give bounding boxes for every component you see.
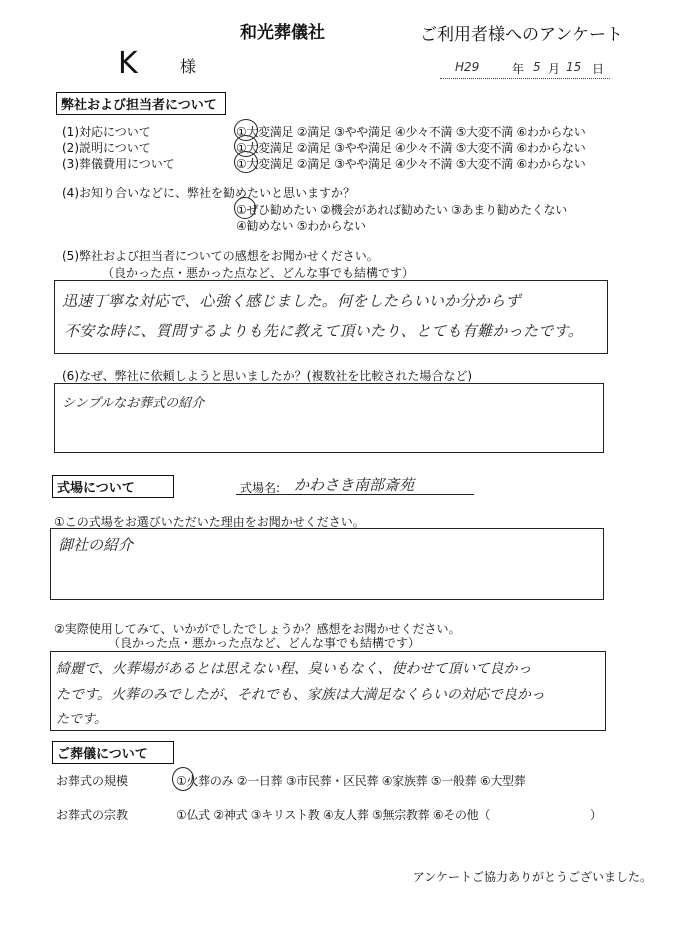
q1-options: ①大変満足 ②満足 ③やや満足 ④少々不満 ⑤大変不満 ⑥わからない xyxy=(236,125,586,139)
survey-title: ご利用者様へのアンケート xyxy=(420,25,623,45)
customer-initial: K xyxy=(118,46,138,81)
venue-q2-answer-line1: 綺麗で、火葬場があるとは思えない程、臭いもなく、使わせて頂いて良かっ xyxy=(56,661,532,677)
q2-options: ①大変満足 ②満足 ③やや満足 ④少々不満 ⑤大変不満 ⑥わからない xyxy=(236,141,586,155)
q3-answer-circle xyxy=(234,151,258,173)
funeral-religion-close: ） xyxy=(590,808,602,822)
section-heading-company: 弊社および担当者について xyxy=(56,92,226,115)
q4-question: (4)お知り合いなどに、弊社を勧めたいと思いますか？ xyxy=(62,186,356,200)
q5-question: (5)弊社および担当者についての感想をお聞かせください。 xyxy=(62,249,379,263)
thanks-message: アンケートご協力ありがとうございました。 xyxy=(412,870,652,884)
date-era-year: H29 xyxy=(455,60,480,74)
section-heading-funeral: ご葬儀について xyxy=(52,741,174,764)
funeral-religion-options: ①仏式 ②神式 ③キリスト教 ④友人葬 ⑤無宗教葬 ⑥その他（ xyxy=(176,808,491,822)
q2-label: (2)説明について xyxy=(62,141,151,155)
q6-answer: シンプルなお葬式の紹介 xyxy=(62,396,205,411)
honorific: 様 xyxy=(180,57,197,76)
q1-label: (1)対応について xyxy=(62,125,151,139)
company-name: 和光葬儀社 xyxy=(240,23,325,43)
date-year-label: 年 xyxy=(512,62,525,76)
funeral-scale-circle xyxy=(172,767,194,791)
q4-options-line2: ④勧めない ⑤わからない xyxy=(236,219,366,233)
q6-question: (6)なぜ、弊社に依頼しようと思いましたか？(複数社を比較された場合など) xyxy=(62,369,473,383)
venue-q2-answer-line3: たです。 xyxy=(56,712,107,727)
date-day-label: 日 xyxy=(592,62,605,76)
venue-q2-question: ②実際使用してみて、いかがでしたでしょうか？感想をお聞かせください。 xyxy=(54,622,461,636)
q5-answer-line2: 不安な時に、質問するよりも先に教えて頂いたり、とても有難かったです。 xyxy=(64,322,584,340)
date-underline xyxy=(440,78,610,79)
venue-q1-question: ①この式場をお選びいただいた理由をお聞かせください。 xyxy=(54,515,365,529)
venue-q1-answer: 御社の紹介 xyxy=(58,536,134,554)
q4-answer-circle xyxy=(234,197,256,219)
venue-q1-answer-box xyxy=(50,528,604,600)
q4-options-line1: ①ぜひ勧めたい ②機会があれば勧めたい ③あまり勧めたくない xyxy=(236,203,567,217)
q3-label: (3)葬儀費用について xyxy=(62,157,175,171)
venue-value: かわさき南部斎苑 xyxy=(294,476,415,494)
date-day: 15 xyxy=(566,60,582,74)
section-heading-venue: 式場について xyxy=(52,475,174,498)
funeral-scale-label: お葬式の規模 xyxy=(56,774,129,788)
venue-q2-answer-line2: たです。火葬のみでしたが、それでも、家族は大満足なくらいの対応で良かっ xyxy=(56,687,545,703)
q5-answer-line1: 迅速丁寧な対応で、心強く感じました。何をしたらいいか分からず xyxy=(62,292,521,310)
venue-underline xyxy=(236,494,474,495)
date-month: 5 xyxy=(533,60,541,74)
q3-options: ①大変満足 ②満足 ③やや満足 ④少々不満 ⑤大変不満 ⑥わからない xyxy=(236,157,586,171)
date-month-label: 月 xyxy=(548,62,561,76)
funeral-scale-options: ①火葬のみ ②一日葬 ③市民葬・区民葬 ④家族葬 ⑤一般葬 ⑥大型葬 xyxy=(176,774,526,788)
venue-label: 式場名: xyxy=(240,481,281,495)
venue-q2-note: （良かった点・悪かった点など、どんな事でも結構です） xyxy=(108,636,421,650)
q5-note: （良かった点・悪かった点など、どんな事でも結構です） xyxy=(102,266,415,280)
funeral-religion-label: お葬式の宗教 xyxy=(56,808,129,822)
